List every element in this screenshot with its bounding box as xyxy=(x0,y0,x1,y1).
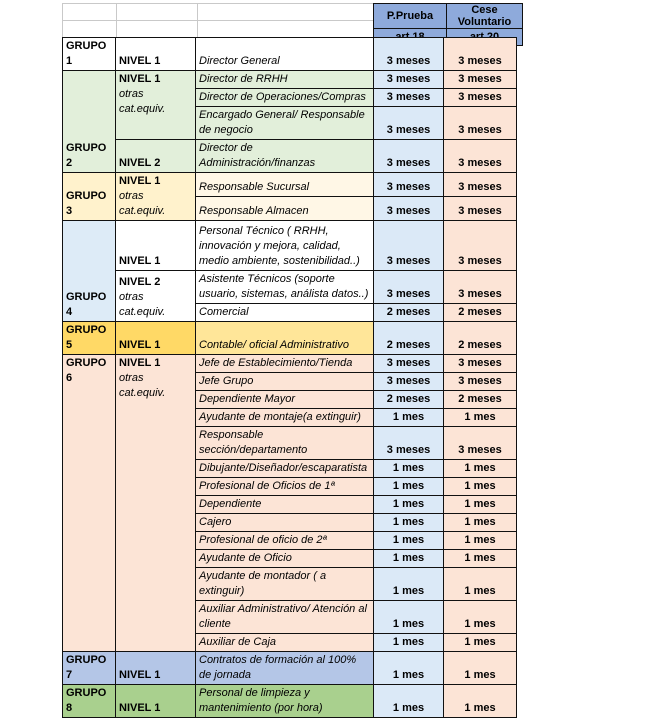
category-cell[interactable] xyxy=(196,550,374,568)
table-row xyxy=(63,652,517,685)
duration-cell[interactable] xyxy=(444,197,517,221)
duration-cell[interactable] xyxy=(374,685,444,718)
cell-text: 1 mes xyxy=(392,534,425,546)
cell-subtext: otras cat.equiv. xyxy=(119,291,166,318)
cell-text: 1 mes xyxy=(392,618,425,630)
cell-text: NIVEL 1 xyxy=(119,357,161,369)
table-row xyxy=(63,173,517,197)
duration-cell[interactable] xyxy=(444,221,517,271)
cell-text: 1 mes xyxy=(392,462,425,474)
table-row xyxy=(63,685,517,718)
cell-text: Encargado General/ Responsable de negocio xyxy=(199,109,365,136)
level-cell[interactable] xyxy=(116,271,196,322)
cell-text: 3 meses xyxy=(458,181,502,193)
cell-text: GRUPO 1 xyxy=(66,40,107,67)
category-cell[interactable] xyxy=(196,634,374,652)
duration-cell[interactable] xyxy=(444,478,517,496)
category-cell[interactable] xyxy=(196,373,374,391)
category-cell[interactable] xyxy=(196,532,374,550)
cell-text: 3 meses xyxy=(386,205,431,217)
cell-text: GRUPO 3 xyxy=(66,190,107,217)
duration-cell[interactable] xyxy=(444,550,517,568)
cell-text: 3 meses xyxy=(386,255,431,267)
cell-text: 1 mes xyxy=(392,585,425,597)
duration-cell[interactable] xyxy=(444,634,517,652)
duration-cell[interactable] xyxy=(374,652,444,685)
category-cell[interactable] xyxy=(196,496,374,514)
table-row xyxy=(63,322,517,355)
cell-text: 3 meses xyxy=(458,255,502,267)
cell-text: 3 meses xyxy=(458,55,502,67)
group-label-cell[interactable] xyxy=(63,173,116,221)
cell-text: 2 meses xyxy=(386,339,431,351)
duration-cell[interactable] xyxy=(374,107,444,140)
category-cell[interactable] xyxy=(196,107,374,140)
duration-cell[interactable] xyxy=(444,409,517,427)
cell-text: NIVEL 2 xyxy=(119,157,161,169)
duration-cell[interactable] xyxy=(374,391,444,409)
duration-cell[interactable] xyxy=(444,140,517,173)
duration-cell[interactable] xyxy=(374,478,444,496)
duration-cell[interactable] xyxy=(374,568,444,601)
duration-cell[interactable] xyxy=(374,304,444,322)
level-cell[interactable] xyxy=(116,71,196,140)
cell-text: Personal Técnico ( RRHH, innovación y mejora, calidad, medio ambiente, sostenibilidad..) xyxy=(199,225,360,267)
category-cell[interactable] xyxy=(196,427,374,460)
cell-text: 1 mes xyxy=(464,411,496,423)
cell-text: 1 mes xyxy=(464,618,496,630)
duration-cell[interactable] xyxy=(374,532,444,550)
header-pprueba[interactable]: P.Prueba xyxy=(374,4,447,29)
cell-text: Contratos de formación al 100% de jornada xyxy=(199,654,357,681)
duration-cell[interactable] xyxy=(444,71,517,89)
cell-text: Contable/ oficial Administrativo xyxy=(199,339,349,351)
duration-cell[interactable] xyxy=(374,322,444,355)
level-cell[interactable] xyxy=(116,140,196,173)
cell-text: 1 mes xyxy=(464,498,496,510)
cell-text: Ayudante de montaje(a extinguir) xyxy=(199,411,361,423)
cell-subtext: otras cat.equiv. xyxy=(119,372,166,399)
duration-cell[interactable] xyxy=(444,427,517,460)
duration-cell[interactable] xyxy=(374,634,444,652)
duration-cell[interactable] xyxy=(444,652,517,685)
table-row xyxy=(63,355,517,373)
duration-cell[interactable] xyxy=(444,173,517,197)
cell-text: NIVEL 1 xyxy=(119,175,161,187)
empty-cell[interactable] xyxy=(63,21,117,38)
cell-text: 2 meses xyxy=(386,393,431,405)
group-label-cell[interactable] xyxy=(63,355,116,652)
duration-cell[interactable] xyxy=(444,304,517,322)
category-cell[interactable] xyxy=(196,322,374,355)
cell-text: 2 meses xyxy=(386,306,431,318)
cell-subtext: otras cat.equiv. xyxy=(119,88,166,115)
empty-cell[interactable] xyxy=(63,4,117,21)
category-cell[interactable] xyxy=(196,173,374,197)
category-cell[interactable] xyxy=(196,652,374,685)
cell-text: NIVEL 1 xyxy=(119,73,161,85)
duration-cell[interactable] xyxy=(374,355,444,373)
empty-cell[interactable] xyxy=(117,21,198,38)
groups-table xyxy=(62,37,517,718)
duration-cell[interactable] xyxy=(374,427,444,460)
cell-text: 3 meses xyxy=(386,91,431,103)
cell-text: Responsable sección/departamento xyxy=(199,429,308,456)
cell-text: Dependiente xyxy=(199,498,262,510)
cell-text: 3 meses xyxy=(386,124,431,136)
cell-text: Personal de limpieza y mantenimiento (por hora) xyxy=(199,687,323,714)
duration-cell[interactable] xyxy=(374,460,444,478)
duration-cell[interactable] xyxy=(444,373,517,391)
category-cell[interactable] xyxy=(196,478,374,496)
level-cell[interactable] xyxy=(116,322,196,355)
table-row xyxy=(63,140,517,173)
cell-text: 3 meses xyxy=(386,357,431,369)
cell-subtext: otras cat.equiv. xyxy=(119,190,166,217)
category-cell[interactable] xyxy=(196,568,374,601)
duration-cell[interactable] xyxy=(374,71,444,89)
duration-cell[interactable] xyxy=(374,221,444,271)
group-label-cell[interactable] xyxy=(63,322,116,355)
cell-text: GRUPO 2 xyxy=(66,142,107,169)
cell-text: Ayudante de Oficio xyxy=(199,552,292,564)
empty-cell[interactable] xyxy=(198,4,377,21)
cell-text: 3 meses xyxy=(458,205,502,217)
duration-cell[interactable] xyxy=(444,514,517,532)
cell-text: GRUPO 7 xyxy=(66,654,107,681)
duration-cell[interactable] xyxy=(444,391,517,409)
cell-text: Profesional de oficio de 2ª xyxy=(199,534,327,546)
cell-text: Director de Operaciones/Compras xyxy=(199,91,366,103)
cell-text: 3 meses xyxy=(386,375,431,387)
cell-text: 1 mes xyxy=(392,702,425,714)
cell-text: 3 meses xyxy=(458,357,502,369)
cell-text: 3 meses xyxy=(458,91,502,103)
category-cell[interactable] xyxy=(196,391,374,409)
cell-text: 1 mes xyxy=(464,552,496,564)
duration-cell[interactable] xyxy=(374,140,444,173)
cell-text: GRUPO 5 xyxy=(66,324,107,351)
cell-text: NIVEL 1 xyxy=(119,55,161,67)
duration-cell[interactable] xyxy=(374,550,444,568)
cell-text: 1 mes xyxy=(392,498,425,510)
level-cell[interactable] xyxy=(116,652,196,685)
cell-text: Responsable Sucursal xyxy=(199,181,310,193)
table-row xyxy=(63,38,517,71)
duration-cell[interactable] xyxy=(444,568,517,601)
duration-cell[interactable] xyxy=(444,271,517,304)
cell-text: 1 mes xyxy=(464,702,496,714)
category-cell[interactable] xyxy=(196,38,374,71)
cell-text: 2 meses xyxy=(458,339,502,351)
duration-cell[interactable] xyxy=(374,496,444,514)
duration-cell[interactable] xyxy=(444,601,517,634)
cell-text: 1 mes xyxy=(464,585,496,597)
cell-text: 1 mes xyxy=(464,534,496,546)
category-cell[interactable] xyxy=(196,685,374,718)
cell-text: NIVEL 1 xyxy=(119,255,161,267)
level-cell[interactable] xyxy=(116,173,196,221)
cell-text: NIVEL 1 xyxy=(119,669,161,681)
cell-text: 1 mes xyxy=(392,411,425,423)
duration-cell[interactable] xyxy=(374,271,444,304)
duration-cell[interactable] xyxy=(444,355,517,373)
category-cell[interactable] xyxy=(196,514,374,532)
cell-text: 3 meses xyxy=(458,124,502,136)
cell-text: Jefe Grupo xyxy=(199,375,254,387)
cell-text: NIVEL 1 xyxy=(119,702,161,714)
group-label-cell[interactable] xyxy=(63,652,116,685)
cell-text: 1 mes xyxy=(464,636,496,648)
cell-text: 1 mes xyxy=(392,516,425,528)
cell-text: 3 meses xyxy=(386,157,431,169)
category-cell[interactable] xyxy=(196,71,374,89)
cell-text: Auxiliar de Caja xyxy=(199,636,277,648)
duration-cell[interactable] xyxy=(444,532,517,550)
duration-cell[interactable] xyxy=(374,409,444,427)
cell-text: 3 meses xyxy=(386,444,431,456)
cell-text: Dependiente Mayor xyxy=(199,393,296,405)
cell-text: Responsable Almacen xyxy=(199,205,309,217)
category-cell[interactable] xyxy=(196,601,374,634)
cell-text: 3 meses xyxy=(458,444,502,456)
duration-cell[interactable] xyxy=(374,601,444,634)
cell-text: Cajero xyxy=(199,516,232,528)
duration-cell[interactable] xyxy=(444,38,517,71)
group-label-cell[interactable] xyxy=(63,38,116,71)
duration-cell[interactable] xyxy=(444,460,517,478)
duration-cell[interactable] xyxy=(374,89,444,107)
cell-text: Ayudante de montador ( a extinguir) xyxy=(199,570,327,597)
duration-cell[interactable] xyxy=(374,197,444,221)
cell-text: 3 meses xyxy=(386,55,431,67)
cell-text: 1 mes xyxy=(464,516,496,528)
cell-text: 1 mes xyxy=(464,462,496,474)
table-row xyxy=(63,271,517,304)
duration-cell[interactable] xyxy=(374,173,444,197)
cell-text: 3 meses xyxy=(458,375,502,387)
cell-text: NIVEL 1 xyxy=(119,339,161,351)
cell-text: 1 mes xyxy=(392,552,425,564)
cell-text: 3 meses xyxy=(458,157,502,169)
cell-text: Dibujante/Diseñador/escaparatista xyxy=(199,462,368,474)
category-cell[interactable] xyxy=(196,271,374,304)
cell-text: Director General xyxy=(199,55,280,67)
cell-text: 1 mes xyxy=(464,480,496,492)
category-cell[interactable] xyxy=(196,409,374,427)
empty-cell[interactable] xyxy=(198,21,377,38)
cell-text: Jefe de Establecimiento/Tienda xyxy=(199,357,353,369)
table-row xyxy=(63,221,517,271)
category-cell[interactable] xyxy=(196,89,374,107)
cell-text: 3 meses xyxy=(386,288,431,300)
cell-text: GRUPO 8 xyxy=(66,687,107,714)
cell-text: 2 meses xyxy=(458,393,502,405)
group-label-cell[interactable] xyxy=(63,221,116,322)
group-label-cell[interactable] xyxy=(63,71,116,173)
category-cell[interactable] xyxy=(196,460,374,478)
cell-text: Asistente Técnicos (soporte usuario, sistemas, análista datos..) xyxy=(199,273,369,300)
cell-text: 1 mes xyxy=(464,669,496,681)
cell-text: GRUPO 4 xyxy=(66,291,107,318)
cell-text: Comercial xyxy=(199,306,249,318)
duration-cell[interactable] xyxy=(444,322,517,355)
level-cell[interactable] xyxy=(116,355,196,652)
cell-text: 3 meses xyxy=(386,73,431,85)
cell-text: 3 meses xyxy=(386,181,431,193)
level-cell[interactable] xyxy=(116,221,196,271)
duration-cell[interactable] xyxy=(444,107,517,140)
cell-text: Director de Administración/finanzas xyxy=(199,142,316,169)
cell-text: 2 meses xyxy=(458,306,502,318)
level-cell[interactable] xyxy=(116,38,196,71)
level-cell[interactable] xyxy=(116,685,196,718)
group-label-cell[interactable] xyxy=(63,685,116,718)
cell-text: 1 mes xyxy=(392,480,425,492)
duration-cell[interactable] xyxy=(374,514,444,532)
empty-cell[interactable] xyxy=(117,4,198,21)
table-row xyxy=(63,71,517,89)
cell-text: Auxiliar Administrativo/ Atención al cliente xyxy=(199,603,367,630)
category-cell[interactable] xyxy=(196,355,374,373)
cell-text: 1 mes xyxy=(392,636,425,648)
cell-text: Profesional de Oficios de 1ª xyxy=(199,480,335,492)
category-cell[interactable] xyxy=(196,221,374,271)
empty-grid xyxy=(62,3,377,38)
category-cell[interactable] xyxy=(196,197,374,221)
duration-cell[interactable] xyxy=(444,496,517,514)
category-cell[interactable] xyxy=(196,140,374,173)
cell-text: 3 meses xyxy=(458,73,502,85)
duration-cell[interactable] xyxy=(444,89,517,107)
cell-text: 3 meses xyxy=(458,288,502,300)
duration-cell[interactable] xyxy=(374,38,444,71)
cell-text: Director de RRHH xyxy=(199,73,288,85)
header-cese-voluntario[interactable]: Cese Voluntario xyxy=(447,4,523,29)
cell-text: GRUPO 6 xyxy=(66,357,107,384)
duration-cell[interactable] xyxy=(444,685,517,718)
duration-cell[interactable] xyxy=(374,373,444,391)
cell-text: NIVEL 2 xyxy=(119,276,161,288)
category-cell[interactable] xyxy=(196,304,374,322)
cell-text: 1 mes xyxy=(392,669,425,681)
